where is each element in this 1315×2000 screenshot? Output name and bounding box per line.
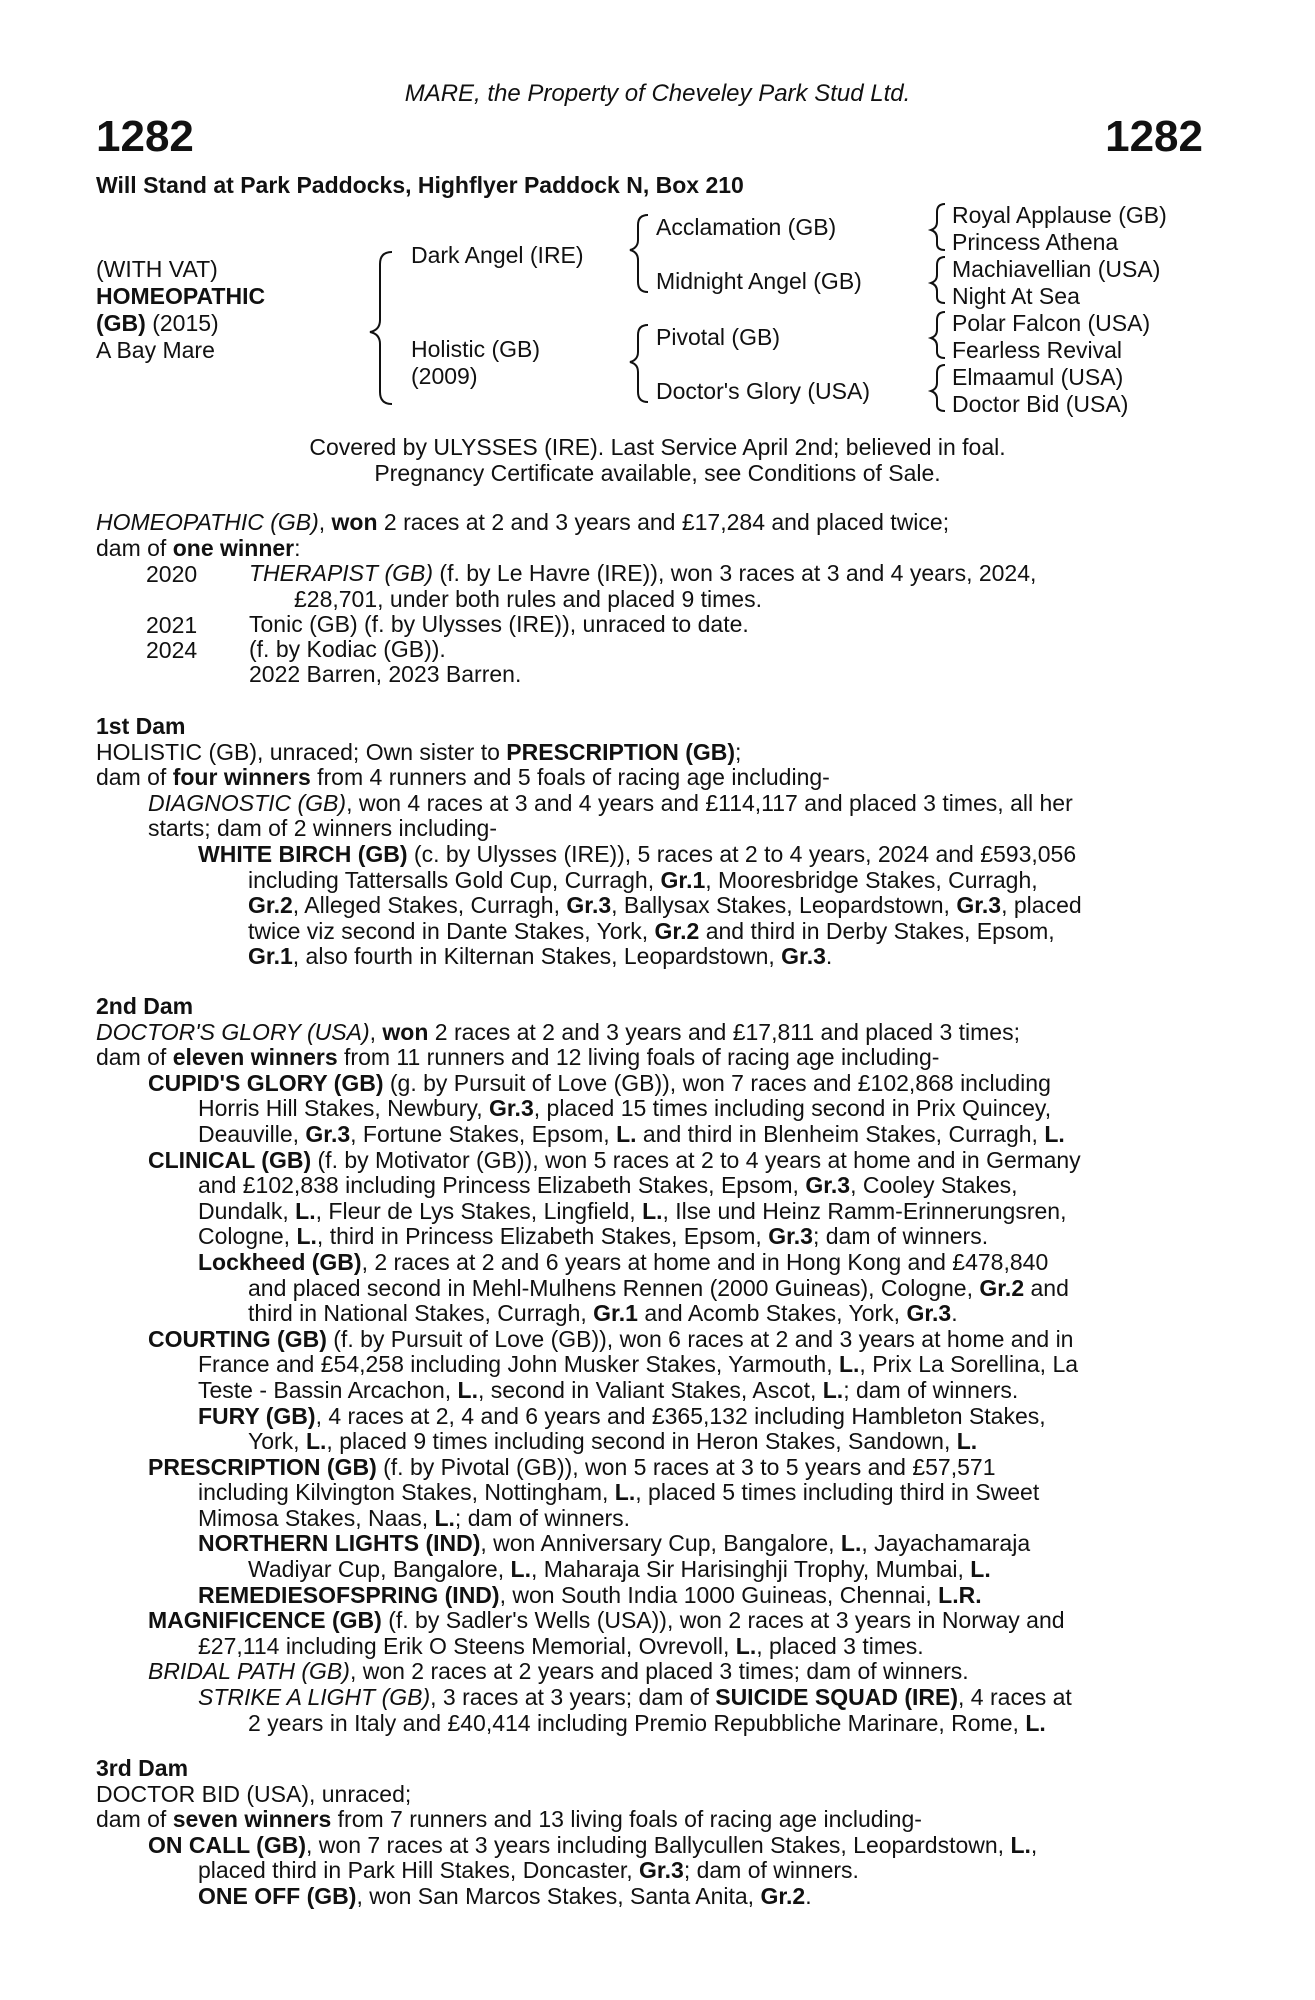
pedigree-dam: Holistic (GB) xyxy=(411,336,541,362)
vat-note: (WITH VAT) xyxy=(96,256,218,282)
second-dam-heading: 2nd Dam xyxy=(96,993,194,1019)
lot-number-left: 1282 xyxy=(96,112,194,161)
produce-2020: THERAPIST (GB) (f. by Le Havre (IRE)), won 3 races at 3 and 4 years, 2024, £28,701, under both rules and placed 9 times. xyxy=(249,560,1037,612)
produce-year-2021: 2021 xyxy=(146,612,198,638)
pregnancy-note: Pregnancy Certificate available, see Conditions of Sale. xyxy=(374,460,941,486)
pedigree-ggp-8: Doctor Bid (USA) xyxy=(952,391,1129,417)
first-dam-section: 1st Dam HOLISTIC (GB), unraced; Own sister to PRESCRIPTION (GB); dam of four winners from 4 runners and 5 foals of racing age including- DIAGNOSTIC (GB), won 4 races at 3 and 4 years and £114,117 and placed 3 times, all her starts; dam of 2 winners including- WHITE BIRCH (GB) (c. by Ulysses (IRE)), 5 races at 2 to 4 years, 2024 and £593,056 including Tattersalls Gold Cup, Curragh, Gr.1, Mooresbridge Stakes, Curragh, Gr.2, Alleged Stakes, Curragh, Gr.3, Ballysax Stakes, Leopardstown, Gr.3, placed twice viz second in Dante Stakes, York, Gr.2 and third in Derby Stakes, Epsom, Gr.1, also fourth in Kilternan Stakes, Leopardstown, Gr.3. xyxy=(96,714,1202,970)
pedigree-dam-year: (2009) xyxy=(411,363,478,389)
first-dam-heading: 1st Dam xyxy=(96,713,186,739)
barren-years: 2022 Barren, 2023 Barren. xyxy=(249,661,522,687)
produce-2021: Tonic (GB) (f. by Ulysses (IRE)), unraced to date. xyxy=(249,611,749,637)
pedigree-ggp-6: Fearless Revival xyxy=(952,337,1122,363)
stand-location: Will Stand at Park Paddocks, Highflyer Paddock N, Box 210 xyxy=(96,172,744,198)
horse-name: HOMEOPATHIC xyxy=(96,283,266,309)
pedigree-sire-sire: Acclamation (GB) xyxy=(656,214,837,240)
horse-origin-year: (GB) (2015) xyxy=(96,310,219,336)
produce-year-2024: 2024 xyxy=(146,637,198,663)
third-dam-section: 3rd Dam DOCTOR BID (USA), unraced; dam of seven winners from 7 runners and 13 living foals of racing age including- ON CALL (GB), won 7 races at 3 years including Ballycullen Stakes, Leopardstown, L., placed third in Park Hill Stakes, Doncaster, Gr.3; dam of winners. ONE OFF (GB), won San Marcos Stakes, Santa Anita, Gr.2. xyxy=(96,1756,1202,1910)
pedigree-dam-dam: Doctor's Glory (USA) xyxy=(656,378,870,404)
pedigree-ggp-1: Royal Applause (GB) xyxy=(952,202,1167,228)
third-dam-heading: 3rd Dam xyxy=(96,1755,189,1781)
pedigree-dam-sire: Pivotal (GB) xyxy=(656,324,780,350)
page-title: MARE, the Property of Cheveley Park Stud Ltd. xyxy=(404,80,911,107)
pedigree-ggp-7: Elmaamul (USA) xyxy=(952,364,1124,390)
pedigree-ggp-3: Machiavellian (USA) xyxy=(952,256,1161,282)
mare-record: HOMEOPATHIC (GB), won 2 races at 2 and 3 years and £17,284 and placed twice; dam of one winner: xyxy=(96,509,950,561)
covered-note: Covered by ULYSSES (IRE). Last Service April 2nd; believed in foal. xyxy=(309,434,1006,460)
pedigree-ggp-2: Princess Athena xyxy=(952,229,1119,255)
second-dam-section: 2nd Dam DOCTOR'S GLORY (USA), won 2 races at 2 and 3 years and £17,811 and placed 3 times; dam of eleven winners from 11 runners and 12 living foals of racing age including- CUPID'S GLORY (GB) (g. by Pursuit of Love (GB)), won 7 races and £102,868 including Horris Hill Stakes, Newbury, Gr.3, placed 15 times including second in Prix Quincey, Deauville, Gr.3, Fortune Stakes, Epsom, L. and third in Blenheim Stakes, Curragh, L. CLINICAL (GB) (f. by Motivator (GB)), won 5 races at 2 to 4 years at home and in Germany and £102,838 including Princess Elizabeth Stakes, Epsom, Gr.3, Cooley Stakes, Dundalk, L., Fleur de Lys Stakes, Lingfield, L., Ilse und Heinz Ramm-Erinnerungsren, Cologne, L., third in Princess Elizabeth Stakes, Epsom, Gr.3; dam of winners. Lockheed (GB), 2 races at 2 and 6 years at home and in Hong Kong and £478,840 and placed second in Mehl-Mulhens Rennen (2000 Guineas), Cologne, Gr.2 and third in National Stakes, Curragh, Gr.1 and Acomb Stakes, York, Gr.3. COURTING (GB) (f. by Pursuit of Love (GB)), won 6 races at 2 and 3 years at home and in France and £54,258 including John Musker Stakes, Yarmouth, L., Prix La Sorellina, La Teste - Bassin Arcachon, L., second in Valiant Stakes, Ascot, L.; dam of winners. FURY (GB), 4 races at 2, 4 and 6 years and £365,132 including Hambleton Stakes, York, L., placed 9 times including second in Heron Stakes, Sandown, L. PRESCRIPTION (GB) (f. by Pivotal (GB)), won 5 races at 3 to 5 years and £57,571 including Kilvington Stakes, Nottingham, L., placed 5 times including third in Sweet Mimosa Stakes, Naas, L.; dam of winners. NORTHERN LIGHTS (IND), won Anniversary Cup, Bangalore, L., Jayachamaraja Wadiyar Cup, Bangalore, L., Maharaja Sir Harisinghji Trophy, Mumbai, L. REMEDIESOFSPRING (IND), won South India 1000 Guineas, Chennai, L.R. MAGNIFICENCE (GB) (f. by Sadler's Wells (USA)), won 2 races at 3 years in Norway and £27,114 including Erik O Steens Memorial, Ovrevoll, L., placed 3 times. BRIDAL PATH (GB), won 2 races at 2 years and placed 3 times; dam of winners. STRIKE A LIGHT (GB), 3 races at 3 years; dam of SUICIDE SQUAD (IRE), 4 races at 2 years in Italy and £40,414 including Premio Repubbliche Marinare, Rome, L. xyxy=(96,994,1202,1736)
horse-description: A Bay Mare xyxy=(96,337,215,363)
pedigree-ggp-5: Polar Falcon (USA) xyxy=(952,310,1151,336)
pedigree-sire-dam: Midnight Angel (GB) xyxy=(656,268,862,294)
pedigree-ggp-4: Night At Sea xyxy=(952,283,1080,309)
produce-year-2020: 2020 xyxy=(146,561,198,587)
lot-number-right: 1282 xyxy=(1105,112,1203,161)
produce-2024: (f. by Kodiac (GB)). xyxy=(249,636,446,662)
pedigree-sire: Dark Angel (IRE) xyxy=(411,242,584,268)
